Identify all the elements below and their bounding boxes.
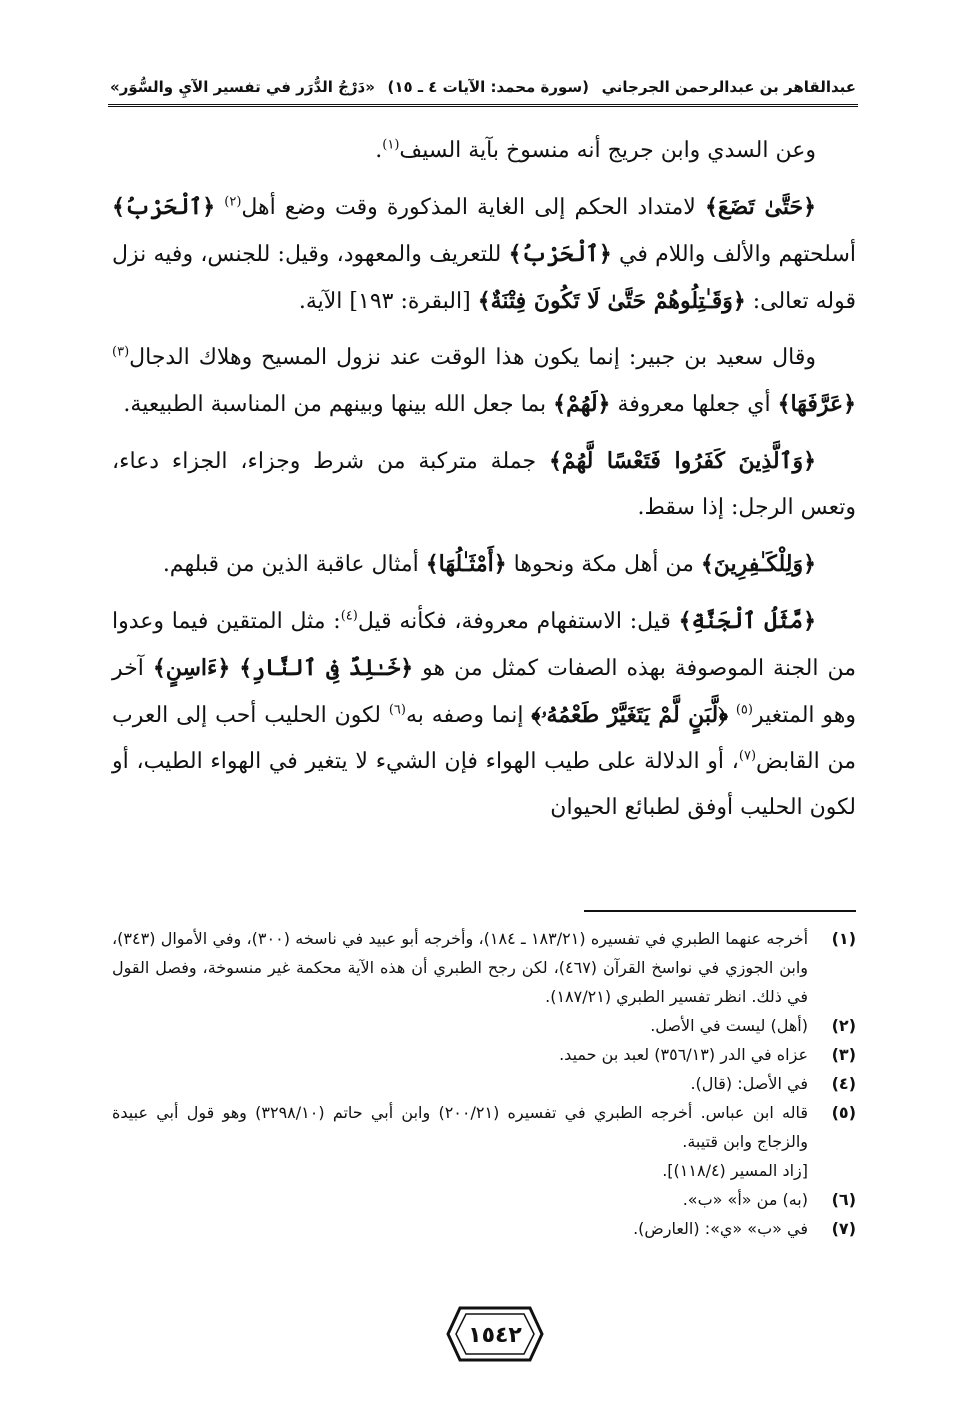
text-run: إنما وصفه به	[405, 703, 532, 728]
footnote-number: (١)	[831, 929, 856, 948]
text-run: لكون الحليب أحب إلى العرب من القابض	[112, 703, 857, 774]
footnote-line: أخرجه عنهما الطبري في تفسيره (١٨٣/٢١ ـ ١٨٤)، وأخرجه أبو عبيد في ناسخه (٣٠٠)، وفي الأموال (٣٤٣)، وابن الجوزي في نواسخ القرآن (٤٦٧)، لكن رجح الطبري أن هذه الآية محكمة غير منسوخة، وفصل القول في ذلك. انظر تفسير الطبري (١٨٧/٢١).	[112, 929, 809, 1006]
text-run: وقال سعيد بن جبير: إنما يكون هذا الوقت عند نزول المسيح وهلاك الدجال	[129, 345, 816, 370]
text-run	[215, 195, 224, 220]
text-run: جملة متركبة من شرط وجزاء، الجزاء دعاء، وتعس الرجل: إذا سقط.	[112, 449, 856, 520]
footnote-text	[112, 1011, 808, 1040]
footnote-number: (٦)	[831, 1190, 856, 1209]
text-run	[728, 703, 736, 728]
footnote-text	[112, 1069, 808, 1098]
footnote	[112, 1011, 856, 1040]
header-section: (سورة محمد: الآيات ٤ ـ ١٥)	[387, 78, 590, 96]
footnote	[112, 1069, 856, 1098]
footnote-text	[112, 1098, 808, 1185]
main-text	[112, 128, 856, 841]
text-run: قيل: الاستفهام معروفة، فكأنه قيل	[357, 609, 679, 634]
text-run: ، أو الدلالة على طيب الهواء فإن الشيء لا يتغير في الهواء الطيب، أو لكون الحليب أوفق لطبائع الحيوان	[112, 749, 856, 820]
footnote-line: عزاه في الدر (٣٥٦/١٣) لعبد بن حميد.	[559, 1045, 808, 1064]
paragraph	[112, 438, 856, 531]
running-header	[110, 72, 856, 102]
footnote	[112, 1040, 856, 1069]
text-run: [البقرة: ١٩٣] الآية.	[298, 289, 478, 314]
text-run	[230, 656, 239, 681]
text-run: .	[375, 138, 383, 163]
quran-quote: ﴿لَهُمْ﴾	[553, 391, 611, 417]
footnote-number: (٥)	[831, 1103, 856, 1122]
paragraph	[112, 128, 856, 174]
quran-quote: ﴿مَّثَلُ ٱلْجَنَّةِ﴾	[678, 608, 816, 634]
footnote-number: (٣)	[831, 1045, 856, 1064]
quran-quote: ﴿عَرَّفَهَا﴾	[777, 391, 856, 417]
footnote-line: في «ب» «ي»: (العارض).	[633, 1219, 808, 1238]
quran-quote: ﴿حَتَّىٰ تَضَعَ﴾	[704, 194, 816, 220]
text-run: وعن السدي وابن جريج أنه منسوخ بآية السيف	[399, 138, 816, 163]
text-run: أي جعلها معروفة	[610, 392, 778, 417]
footnote-line: (أهل) ليست في الأصل.	[650, 1016, 808, 1035]
text-run: : مثل المتقين فيما وعدوا من الجنة الموصوفة بهذه الصفات كمثل من هو	[112, 609, 856, 681]
footnote-marker: (٧)	[738, 748, 757, 764]
footnote-text	[112, 924, 808, 1011]
text-run: أمثال عاقبة الذين من قبلهم.	[162, 552, 426, 577]
quran-quote: ﴿خَـٰلِدٌ فِى ٱلنَّارِ﴾	[239, 655, 414, 681]
footnote-number: (٧)	[831, 1219, 856, 1238]
quran-quote: ﴿وَقَـٰتِلُوهُمْ حَتَّىٰ لَا تَكُونَ فِتْنَةٌ﴾	[477, 288, 746, 314]
footnote-separator	[584, 910, 856, 912]
paragraph	[112, 598, 856, 831]
quran-quote: ﴿وَلِلْكَـٰفِرِينَ﴾	[700, 551, 816, 577]
footnote-line: [زاد المسير (١١٨/٤)].	[662, 1161, 808, 1180]
footnote-line: في الأصل: (قال).	[690, 1074, 808, 1093]
paragraph	[112, 541, 856, 588]
text-run: للتعريف والمعهود، وقيل: للجنس، وفيه نزل قوله تعالى:	[112, 242, 856, 314]
paragraph	[112, 184, 856, 325]
quran-quote: ﴿ٱلْحَرْبُ﴾	[112, 194, 216, 220]
footnote-text	[112, 1185, 808, 1214]
footnote-number: (٢)	[831, 1016, 856, 1035]
footnote-line: قاله ابن عباس. أخرجه الطبري في تفسيره (٢٠٠/٢١) وابن أبي حاتم (٣٢٩٨/١٠) وهو قول أبي عبيدة والزجاج وابن قتيبة.	[112, 1103, 809, 1151]
text-run: أسلحتهم والألف واللام في	[611, 242, 856, 267]
footnote	[112, 1214, 856, 1243]
text-run: من أهل مكة ونحوها	[506, 552, 701, 577]
page-number-ornament	[440, 1300, 550, 1368]
footnote-marker: (٤)	[340, 608, 358, 624]
footnote	[112, 1098, 856, 1185]
footnote-marker: (١)	[382, 137, 400, 153]
footnote-text	[112, 1214, 808, 1243]
text-run: لامتداد الحكم إلى الغاية المذكورة وقت وضع أهل	[241, 195, 705, 220]
footnotes	[112, 924, 856, 1243]
page-number: ١٥٤٢	[468, 1323, 522, 1348]
quran-quote: ﴿لَّبَنٍ لَّمْ يَتَغَيَّرْ طَعْمُهُۥ﴾	[531, 702, 728, 728]
quran-quote: ﴿أَمْثَـٰلُهَا﴾	[425, 551, 507, 577]
text-run: بما جعل الله بينها وبينهم من المناسبة الطبيعية.	[123, 392, 554, 417]
footnote-marker: (٥)	[735, 702, 753, 718]
quran-quote: ﴿ٱلْحَرْبُ﴾	[508, 241, 612, 267]
footnote-text	[112, 1040, 808, 1069]
header-rule	[108, 104, 858, 107]
header-author: عبدالقاهر بن عبدالرحمن الجرجاني	[601, 78, 856, 96]
header-book-title: «دَرْجُ الدُّرَر في تفسير الآيِ والسُّوَر»	[110, 78, 375, 96]
footnote-line: (به) من «أ» «ب».	[682, 1190, 808, 1209]
footnote-marker: (٦)	[388, 702, 406, 718]
quran-quote: ﴿وَٱلَّذِينَ كَفَرُوا فَتَعْسًا لَّهُمْ﴾	[548, 448, 816, 474]
paragraph	[112, 335, 856, 428]
quran-quote: ﴿ءَاسِنٍ﴾	[152, 655, 231, 681]
footnote-marker: (٢)	[224, 194, 242, 210]
footnote-number: (٤)	[831, 1074, 856, 1093]
footnote	[112, 924, 856, 1011]
footnote-marker: (٣)	[112, 344, 130, 360]
footnote	[112, 1185, 856, 1214]
text-run: آخر وهو المتغير	[112, 656, 856, 728]
